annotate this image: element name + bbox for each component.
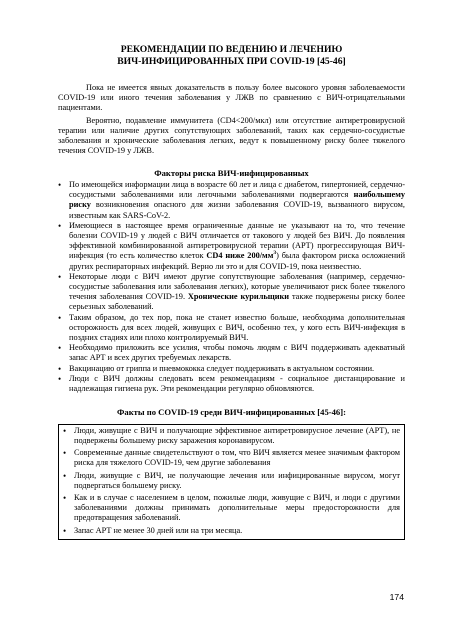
- risk-factors-list: [58, 180, 405, 394]
- title-line-2: ВИЧ-ИНФИЦИРОВАННЫХ ПРИ COVID-19 [45-46]: [117, 55, 346, 67]
- page-title: [58, 0, 405, 67]
- covid-facts-box: [58, 424, 405, 540]
- intro-paragraph-2: Вероятно, подавление иммунитета (CD4<200/мкл) или отсутствие антиретровирусной терапии или наличие других сопутствующих заболеваний, таких как сердечно-сосудистые заболевания и хронические заболевания легких, ведут к повышенному риску более тяжелого течения COVID-19 у ЛЖВ.: [58, 115, 405, 156]
- covid-facts-list: [63, 426, 400, 536]
- list-item: • Люди с ВИЧ должны следовать всем рекомендациям - социальное дистанцирование и надлежащая гигиена рук. Эти рекомендации регулярно обновляются.: [58, 374, 405, 394]
- covid-facts-heading: Факты по COVID-19 среди ВИЧ-инфицированных [45-46]:: [117, 407, 346, 418]
- list-item: • Люди, живущие с ВИЧ и получающие эффективное антиретровирусное лечение (АРТ), не подвержены большему риску заражения коронавирусом.: [63, 426, 400, 446]
- list-item: • Вакцинацию от гриппа и пневмококка следует поддерживать в актуальном состоянии.: [58, 364, 405, 374]
- page-number: 174: [389, 592, 404, 602]
- list-item: • Люди, живущие с ВИЧ, не получающие лечения или инфицированные вирусом, могут подвергаться большему риску.: [63, 471, 400, 491]
- list-item: • Имеющиеся в настоящее время ограниченные данные не указывают на то, что течение болезни COVID-19 у людей с ВИЧ отличается от такового у людей без ВИЧ. До появления эффективной комбинированной антиретровирусной терапии (АРТ) прогрессирующая ВИЧ-инфекция (то есть количество клеток CD4 ниже $200/мм^3$) была фактором риска осложнений других респираторных инфекций. Верно ли это и для COVID-19, пока неизвестно.: [58, 221, 405, 272]
- list-item: • Таким образом, до тех пор, пока не станет известно больше, необходима дополнительная осторожность для всех людей, живущих с ВИЧ, особенно тех, у кого есть ВИЧ-инфекция в поздних стадиях или плохо контролируемый ВИЧ.: [58, 313, 405, 344]
- list-item: • Современные данные свидетельствуют о том, что ВИЧ является менее значимым фактором риска для тяжелого COVID-19, чем другие заболевания: [63, 448, 400, 468]
- list-item: • Как и в случае с населением в целом, пожилые люди, живущие с ВИЧ, и люди с другими заболеваниями должны принимать дополнительные меры предосторожности для предотвращения заболеваний.: [63, 493, 400, 524]
- list-item: • Запас АРТ не менее 30 дней или на три месяца.: [63, 526, 400, 536]
- list-item: • Необходимо приложить все усилия, чтобы помочь людям с ВИЧ поддерживать адекватный запас АРТ и всех других требуемых лекарств.: [58, 343, 405, 363]
- list-item: • Некоторые люди с ВИЧ имеют другие сопутствующие заболевания (например, сердечно-сосудистые заболевания или заболевания легких), которые увеличивают риск более тяжелого течения заболевания COVID-19. Хронические курильщики также подвержены риску более серьезных заболеваний.: [58, 272, 405, 313]
- risk-factors-heading: Факторы риска ВИЧ-инфицированных: [154, 168, 309, 179]
- intro-paragraph-1: Пока не имеется явных доказательств в пользу более высокого уровня заболеваемости COVID-19 или иного течения заболевания у ЛЖВ по сравнению с ВИЧ-отрицательными пациентами.: [58, 83, 405, 113]
- list-item: • По имеющейся информации лица в возрасте 60 лет и лица с диабетом, гипертонией, сердечно-сосудистыми заболеваниями или легочными заболеваниями подвергаются наибольшему риску возникновения опасного для жизни заболевания COVID-19, вызванного вирусом, известным как SARS-CoV-2.: [58, 180, 405, 221]
- title-line-1: РЕКОМЕНДАЦИИ ПО ВЕДЕНИЮ И ЛЕЧЕНИЮ: [120, 44, 343, 55]
